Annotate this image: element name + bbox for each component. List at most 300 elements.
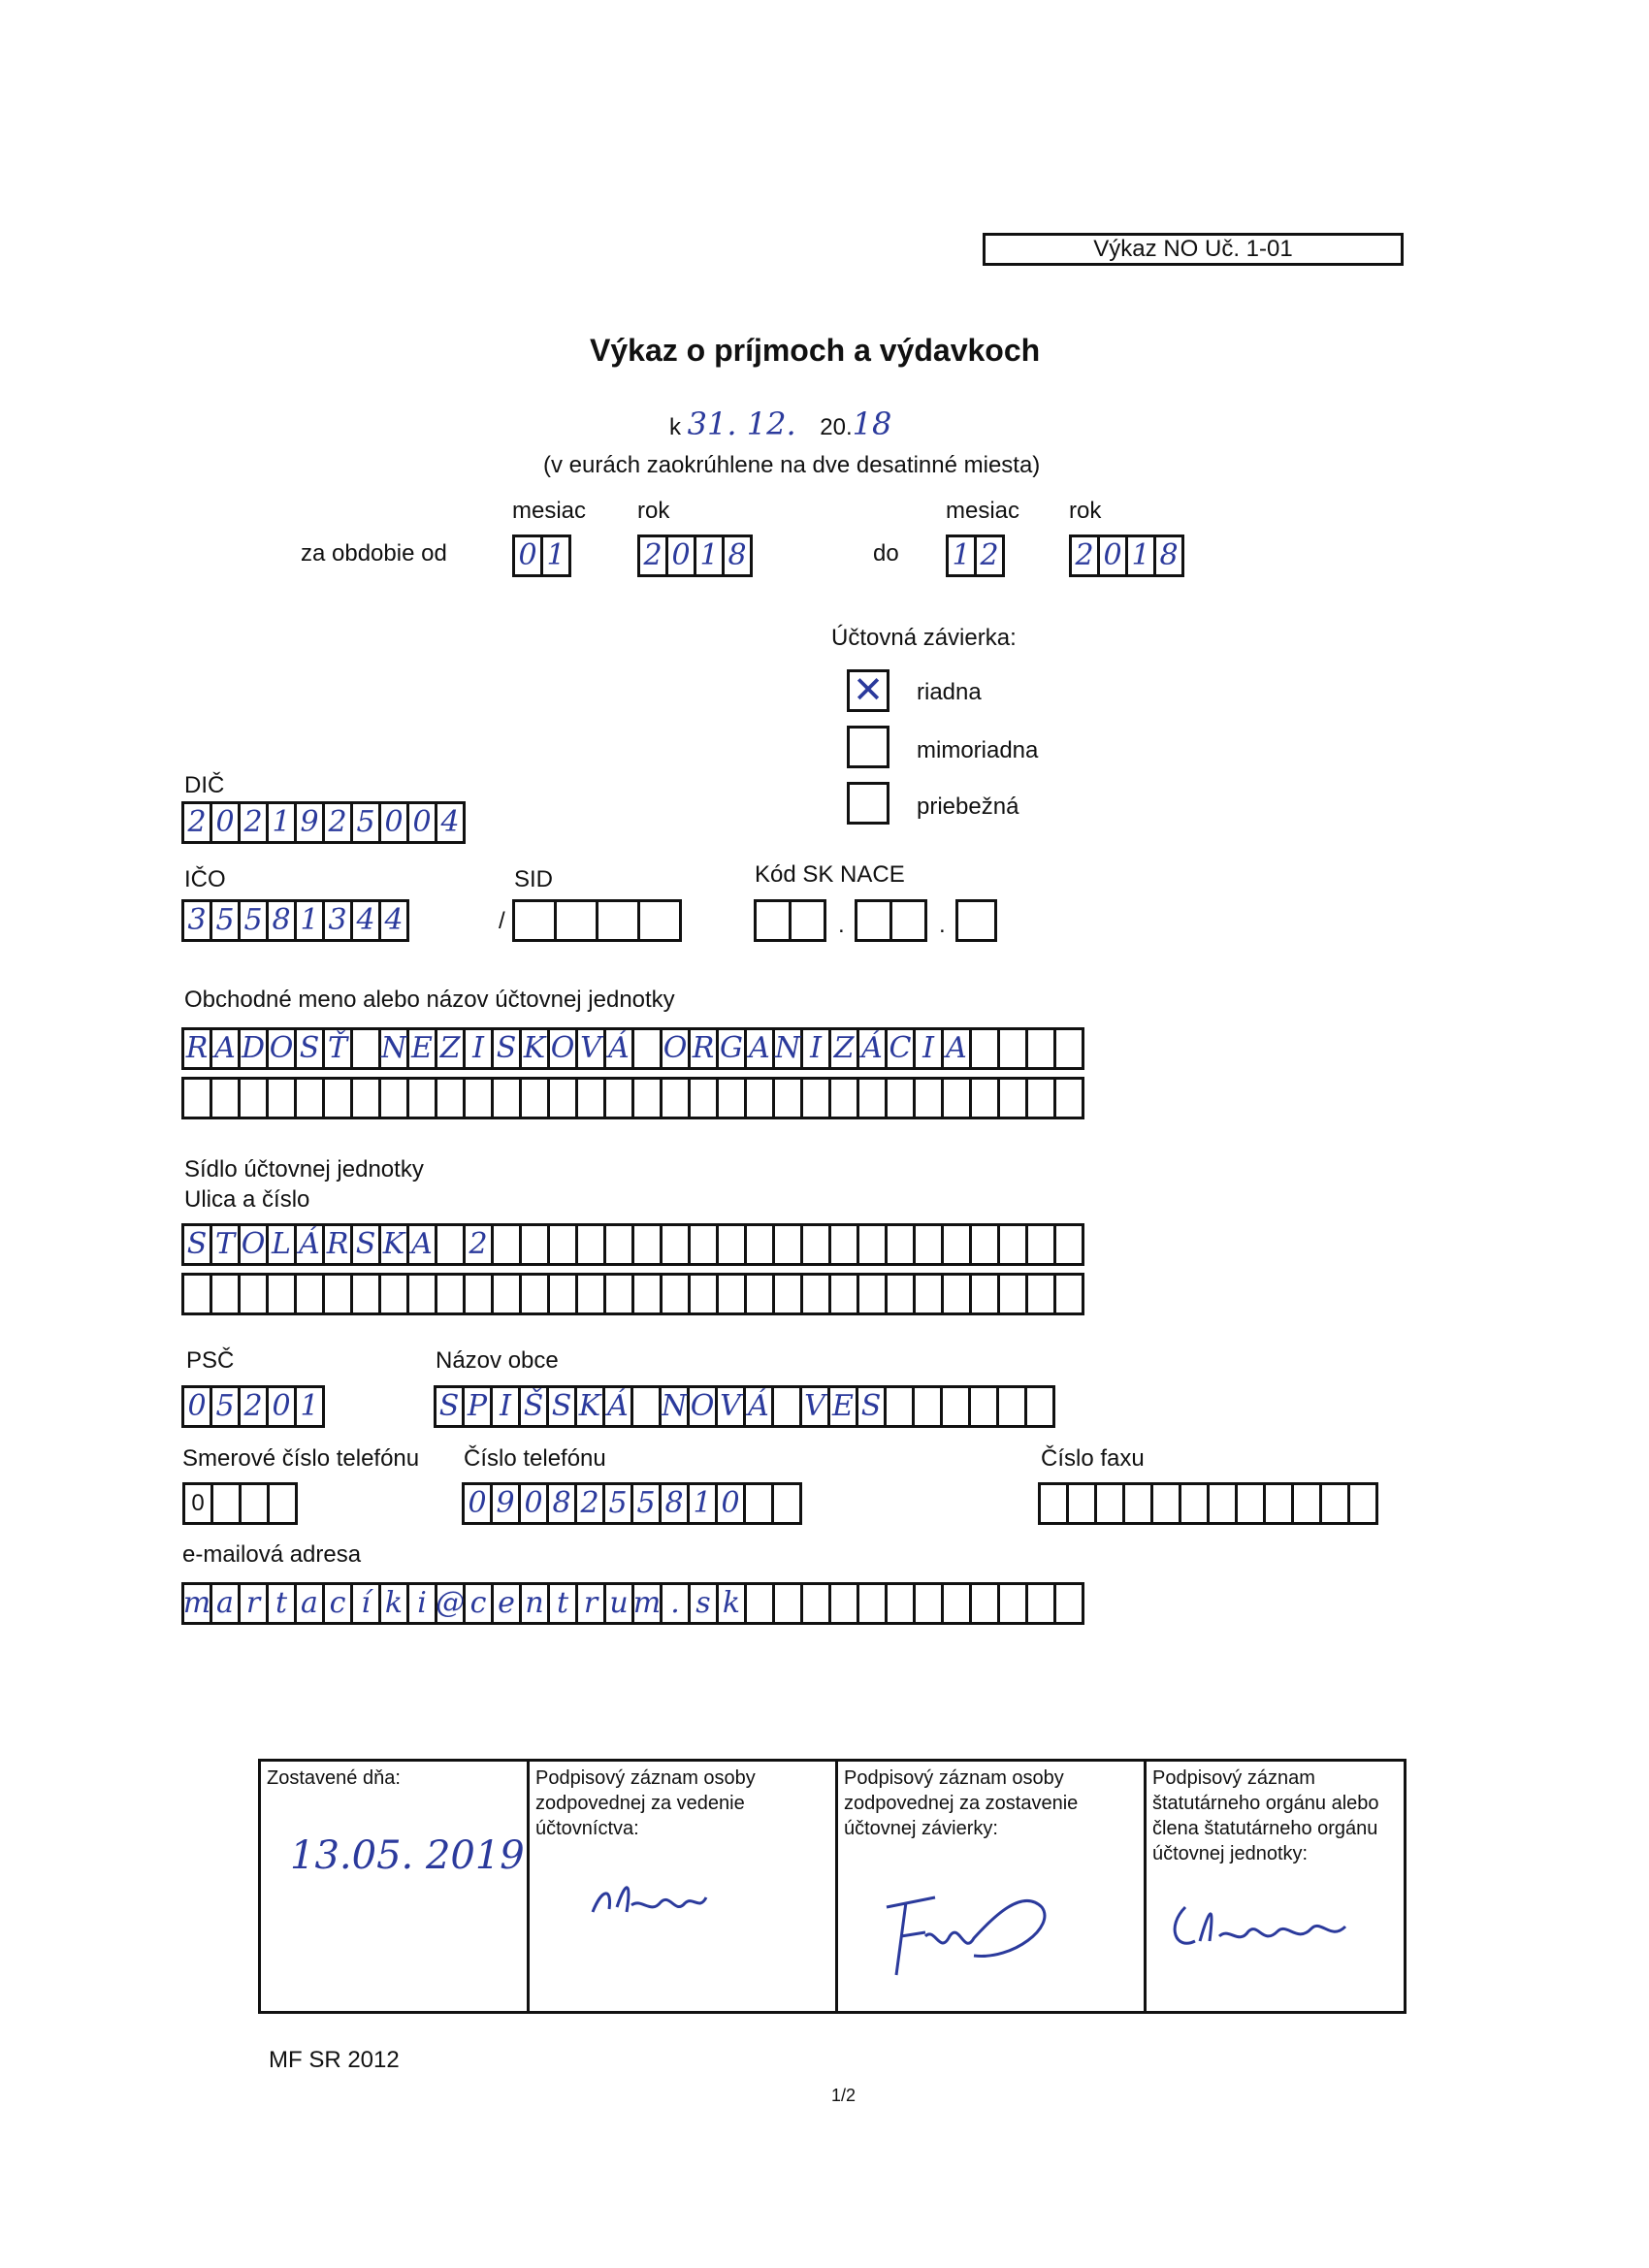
char-cell	[494, 1223, 522, 1266]
char-cell: Á	[859, 1027, 888, 1070]
char-cell: V	[718, 1385, 746, 1428]
char-cell: Ť	[325, 1027, 353, 1070]
signature-accounting-mark	[588, 1868, 733, 1927]
char-cell: 2	[466, 1223, 494, 1266]
char-cell: m	[184, 1582, 212, 1625]
char-cell: .	[663, 1582, 691, 1625]
char-cell: í	[353, 1582, 381, 1625]
name-field-row-2[interactable]	[181, 1077, 1084, 1119]
footer-page: 1/2	[831, 2086, 857, 2105]
char-cell	[381, 1077, 409, 1119]
char-cell	[1000, 1077, 1028, 1119]
char-cell: S	[436, 1385, 465, 1428]
char-cell	[775, 1582, 803, 1625]
footer-issuer: MF SR 2012	[269, 2047, 400, 2073]
char-cell	[1125, 1482, 1153, 1525]
page-title: Výkaz o príjmoch a výdavkoch	[590, 333, 1041, 368]
char-cell: 2	[577, 1482, 605, 1525]
char-cell	[634, 1273, 663, 1315]
char-cell	[831, 1582, 859, 1625]
char-cell	[1041, 1482, 1069, 1525]
char-cell	[971, 1385, 999, 1428]
char-cell	[598, 899, 640, 942]
char-cell	[859, 1223, 888, 1266]
char-cell: r	[578, 1582, 606, 1625]
dic-field[interactable]	[181, 801, 466, 844]
date-prefix: k	[669, 414, 681, 440]
char-cell: a	[212, 1582, 241, 1625]
char-cell: N	[775, 1027, 803, 1070]
from-month-label: mesiac	[512, 498, 587, 524]
char-cell: Á	[297, 1223, 325, 1266]
char-cell	[747, 1273, 775, 1315]
char-cell: O	[690, 1385, 718, 1428]
char-cell	[634, 1223, 663, 1266]
char-cell: i	[409, 1582, 437, 1625]
signature-statutory-label: Podpisový záznam štatutárneho orgánu alebo člena štatutárneho orgánu účtovnej jednotky:	[1152, 1767, 1379, 1864]
char-cell	[269, 1273, 297, 1315]
char-cell: K	[577, 1385, 605, 1428]
char-cell	[241, 1273, 269, 1315]
char-cell	[522, 1273, 550, 1315]
char-cell	[466, 1273, 494, 1315]
char-cell: S	[297, 1027, 325, 1070]
date-day-month: 31. 12.	[687, 405, 796, 442]
nace-dot-1: .	[838, 912, 845, 938]
char-cell: k	[719, 1582, 747, 1625]
char-cell	[1028, 1077, 1056, 1119]
phone-number-label: Číslo telefónu	[464, 1445, 606, 1472]
char-cell	[1069, 1482, 1097, 1525]
char-cell	[242, 1482, 270, 1525]
signature-closing-mark	[867, 1868, 1061, 1985]
char-cell	[1028, 1027, 1056, 1070]
char-cell	[1153, 1482, 1181, 1525]
closing-regular-label: riadna	[917, 679, 982, 705]
signature-statutory-mark	[1166, 1888, 1360, 1956]
char-cell	[857, 899, 892, 942]
from-month-field[interactable]	[512, 535, 571, 577]
char-cell	[972, 1223, 1000, 1266]
char-cell	[944, 1077, 972, 1119]
char-cell	[437, 1223, 466, 1266]
nace-group-3[interactable]	[955, 899, 997, 942]
char-cell: T	[212, 1223, 241, 1266]
char-cell	[1322, 1482, 1350, 1525]
char-cell	[803, 1223, 831, 1266]
from-year-field[interactable]	[637, 535, 753, 577]
char-cell	[184, 1273, 212, 1315]
char-cell	[1266, 1482, 1294, 1525]
char-cell	[522, 1223, 550, 1266]
signature-statutory-cell[interactable]	[1147, 1762, 1404, 2011]
char-cell: E	[409, 1027, 437, 1070]
char-cell	[1000, 1273, 1028, 1315]
char-cell: 0	[185, 1482, 213, 1525]
char-cell	[1056, 1027, 1084, 1070]
char-cell: k	[381, 1582, 409, 1625]
char-cell: A	[409, 1223, 437, 1266]
char-cell	[212, 1077, 241, 1119]
signature-accounting-label: Podpisový záznam osoby zodpovednej za vedenie účtovníctva:	[535, 1767, 756, 1839]
char-cell	[522, 1077, 550, 1119]
char-cell: s	[691, 1582, 719, 1625]
char-cell: 0	[515, 535, 543, 577]
ico-label: IČO	[184, 866, 226, 892]
char-cell: 5	[212, 899, 241, 942]
char-cell	[859, 1582, 888, 1625]
char-cell	[719, 1077, 747, 1119]
char-cell	[213, 1482, 242, 1525]
char-cell: I	[916, 1027, 944, 1070]
char-cell	[916, 1582, 944, 1625]
char-cell	[916, 1223, 944, 1266]
char-cell	[775, 1273, 803, 1315]
city-field[interactable]	[434, 1385, 1055, 1428]
char-cell: Z	[831, 1027, 859, 1070]
char-cell	[774, 1482, 802, 1525]
sid-separator: /	[499, 908, 505, 934]
char-cell	[1000, 1582, 1028, 1625]
street-field-row-1[interactable]	[181, 1223, 1084, 1266]
char-cell	[944, 1582, 972, 1625]
char-cell: 0	[465, 1482, 493, 1525]
char-cell	[325, 1273, 353, 1315]
char-cell	[381, 1273, 409, 1315]
char-cell	[691, 1273, 719, 1315]
char-cell	[958, 899, 997, 942]
char-cell: 0	[1100, 535, 1128, 577]
char-cell	[606, 1273, 634, 1315]
date-year-prefix: 20.	[820, 414, 853, 440]
char-cell: 0	[521, 1482, 549, 1525]
char-cell: a	[297, 1582, 325, 1625]
fax-field[interactable]	[1038, 1482, 1378, 1525]
char-cell	[550, 1077, 578, 1119]
char-cell	[831, 1273, 859, 1315]
to-month-field[interactable]	[946, 535, 1005, 577]
date-compiled-cell[interactable]	[261, 1762, 530, 2011]
char-cell: 8	[549, 1482, 577, 1525]
char-cell: Á	[605, 1385, 633, 1428]
currency-note: (v eurách zaokrúhlene na dve desatinné miesta)	[543, 452, 1041, 478]
char-cell: 2	[977, 535, 1005, 577]
char-cell: 4	[353, 899, 381, 942]
date-compiled-value: 13.05. 2019	[290, 1833, 525, 1878]
char-cell: 5	[212, 1385, 241, 1428]
char-cell	[578, 1077, 606, 1119]
char-cell	[999, 1385, 1027, 1428]
nace-dot-2: .	[939, 912, 946, 938]
char-cell	[972, 1027, 1000, 1070]
char-cell	[1097, 1482, 1125, 1525]
closing-interim-checkbox[interactable]	[847, 782, 889, 825]
char-cell	[550, 1273, 578, 1315]
char-cell	[409, 1273, 437, 1315]
char-cell	[803, 1273, 831, 1315]
char-cell: 0	[212, 801, 241, 844]
char-cell: R	[184, 1027, 212, 1070]
char-cell: 1	[269, 801, 297, 844]
char-cell	[775, 1223, 803, 1266]
char-cell	[916, 1273, 944, 1315]
char-cell	[915, 1385, 943, 1428]
char-cell: R	[325, 1223, 353, 1266]
char-cell: 1	[949, 535, 977, 577]
period-from-label: za obdobie od	[301, 540, 447, 567]
char-cell: V	[578, 1027, 606, 1070]
closing-regular-checkbox[interactable]: ✕	[847, 669, 889, 712]
char-cell	[270, 1482, 298, 1525]
char-cell	[1027, 1385, 1055, 1428]
signature-closing-cell[interactable]	[838, 1762, 1147, 2011]
char-cell: 4	[437, 801, 466, 844]
char-cell	[859, 1077, 888, 1119]
char-cell	[437, 1273, 466, 1315]
char-cell	[557, 899, 598, 942]
seat-label: Sídlo účtovnej jednotky	[184, 1156, 424, 1183]
signature-accounting-cell[interactable]	[530, 1762, 838, 2011]
char-cell	[241, 1077, 269, 1119]
name-label: Obchodné meno alebo názov účtovnej jednotky	[184, 987, 675, 1013]
char-cell	[515, 899, 557, 942]
date-compiled-label: Zostavené dňa:	[267, 1767, 401, 1789]
char-cell: D	[241, 1027, 269, 1070]
char-cell: R	[691, 1027, 719, 1070]
char-cell: 9	[297, 801, 325, 844]
nace-group-1[interactable]	[754, 899, 826, 942]
char-cell	[746, 1482, 774, 1525]
char-cell: t	[269, 1582, 297, 1625]
char-cell	[663, 1077, 691, 1119]
char-cell: 1	[690, 1482, 718, 1525]
char-cell: 2	[325, 801, 353, 844]
char-cell: P	[465, 1385, 493, 1428]
char-cell	[803, 1582, 831, 1625]
char-cell	[719, 1223, 747, 1266]
char-cell: e	[494, 1582, 522, 1625]
char-cell	[578, 1223, 606, 1266]
char-cell	[943, 1385, 971, 1428]
char-cell	[409, 1077, 437, 1119]
char-cell	[663, 1273, 691, 1315]
closing-extraordinary-label: mimoriadna	[917, 737, 1039, 763]
char-cell: 0	[184, 1385, 212, 1428]
char-cell	[972, 1077, 1000, 1119]
char-cell	[972, 1582, 1000, 1625]
from-year-label: rok	[637, 498, 670, 524]
closing-label: Účtovná závierka:	[831, 625, 1017, 651]
char-cell: S	[858, 1385, 887, 1428]
char-cell: 5	[241, 899, 269, 942]
char-cell	[775, 1077, 803, 1119]
char-cell	[269, 1077, 297, 1119]
char-cell: m	[634, 1582, 663, 1625]
dic-label: DIČ	[184, 772, 225, 798]
char-cell	[888, 1077, 916, 1119]
char-cell: 2	[241, 1385, 269, 1428]
char-cell	[859, 1273, 888, 1315]
char-cell	[353, 1077, 381, 1119]
char-cell: 4	[381, 899, 409, 942]
char-cell: 8	[269, 899, 297, 942]
char-cell: N	[381, 1027, 409, 1070]
char-cell	[1028, 1273, 1056, 1315]
city-label: Názov obce	[436, 1347, 559, 1374]
street-label: Ulica a číslo	[184, 1186, 310, 1213]
char-cell: S	[494, 1027, 522, 1070]
char-cell: 1	[543, 535, 571, 577]
char-cell	[663, 1223, 691, 1266]
char-cell: 1	[1128, 535, 1156, 577]
name-field-row-1[interactable]	[181, 1027, 1084, 1070]
signature-table	[258, 1759, 1406, 2014]
char-cell: 2	[640, 535, 668, 577]
nace-label: Kód SK NACE	[755, 861, 905, 888]
email-label: e-mailová adresa	[182, 1541, 362, 1568]
char-cell: 9	[493, 1482, 521, 1525]
psc-label: PSČ	[186, 1347, 235, 1374]
char-cell: 0	[269, 1385, 297, 1428]
psc-field[interactable]	[181, 1385, 325, 1428]
date-line	[669, 405, 891, 442]
char-cell: A	[747, 1027, 775, 1070]
sid-label: SID	[514, 866, 554, 892]
char-cell: I	[466, 1027, 494, 1070]
char-cell	[831, 1223, 859, 1266]
char-cell	[1350, 1482, 1378, 1525]
char-cell	[719, 1273, 747, 1315]
char-cell	[792, 899, 826, 942]
char-cell	[212, 1273, 241, 1315]
char-cell	[606, 1077, 634, 1119]
char-cell	[1210, 1482, 1238, 1525]
sid-field[interactable]	[512, 899, 682, 942]
char-cell: u	[606, 1582, 634, 1625]
char-cell	[691, 1223, 719, 1266]
char-cell: S	[184, 1223, 212, 1266]
char-cell: 0	[409, 801, 437, 844]
char-cell: 8	[725, 535, 753, 577]
char-cell: 1	[297, 1385, 325, 1428]
form-code-box	[983, 233, 1404, 266]
to-month-label: mesiac	[946, 498, 1020, 524]
char-cell	[437, 1077, 466, 1119]
period-to-label: do	[873, 540, 899, 567]
char-cell: 2	[241, 801, 269, 844]
char-cell	[353, 1273, 381, 1315]
char-cell: r	[241, 1582, 269, 1625]
char-cell	[1294, 1482, 1322, 1525]
char-cell: 3	[325, 899, 353, 942]
char-cell: 2	[184, 801, 212, 844]
char-cell	[1238, 1482, 1266, 1525]
char-cell: A	[212, 1027, 241, 1070]
char-cell: O	[663, 1027, 691, 1070]
char-cell	[888, 1273, 916, 1315]
char-cell	[634, 1027, 663, 1070]
char-cell	[297, 1273, 325, 1315]
char-cell: 5	[605, 1482, 633, 1525]
char-cell: E	[830, 1385, 858, 1428]
char-cell	[184, 1077, 212, 1119]
phone-number-field[interactable]	[462, 1482, 802, 1525]
char-cell: 0	[718, 1482, 746, 1525]
char-cell	[494, 1077, 522, 1119]
char-cell: C	[888, 1027, 916, 1070]
char-cell	[944, 1273, 972, 1315]
char-cell	[1181, 1482, 1210, 1525]
char-cell	[640, 899, 682, 942]
char-cell	[466, 1077, 494, 1119]
char-cell	[325, 1077, 353, 1119]
char-cell: 8	[662, 1482, 690, 1525]
char-cell: 3	[184, 899, 212, 942]
char-cell	[831, 1077, 859, 1119]
char-cell	[634, 1077, 663, 1119]
char-cell	[803, 1077, 831, 1119]
char-cell	[1056, 1582, 1084, 1625]
char-cell	[1056, 1077, 1084, 1119]
char-cell	[606, 1223, 634, 1266]
ico-field[interactable]	[181, 899, 409, 942]
char-cell: S	[549, 1385, 577, 1428]
char-cell: N	[662, 1385, 690, 1428]
char-cell: K	[381, 1223, 409, 1266]
char-cell	[916, 1077, 944, 1119]
char-cell: 8	[1156, 535, 1184, 577]
char-cell	[1000, 1027, 1028, 1070]
email-field[interactable]	[181, 1582, 1084, 1625]
closing-interim-label: priebežná	[917, 794, 1019, 820]
closing-extraordinary-checkbox[interactable]	[847, 726, 889, 768]
char-cell	[747, 1223, 775, 1266]
char-cell: Á	[746, 1385, 774, 1428]
char-cell	[888, 1223, 916, 1266]
char-cell: n	[522, 1582, 550, 1625]
char-cell	[1028, 1582, 1056, 1625]
char-cell: 0	[381, 801, 409, 844]
char-cell: L	[269, 1223, 297, 1266]
char-cell: t	[550, 1582, 578, 1625]
char-cell	[887, 1385, 915, 1428]
phone-area-field[interactable]	[182, 1482, 298, 1525]
char-cell: I	[803, 1027, 831, 1070]
char-cell: G	[719, 1027, 747, 1070]
char-cell: O	[241, 1223, 269, 1266]
char-cell: c	[325, 1582, 353, 1625]
char-cell	[691, 1077, 719, 1119]
char-cell: Z	[437, 1027, 466, 1070]
street-field-row-2[interactable]	[181, 1273, 1084, 1315]
char-cell: 1	[297, 899, 325, 942]
char-cell: I	[493, 1385, 521, 1428]
form-code: Výkaz NO Uč. 1-01	[1093, 236, 1293, 262]
char-cell	[747, 1582, 775, 1625]
char-cell	[774, 1385, 802, 1428]
phone-area-label: Smerové číslo telefónu	[182, 1445, 420, 1472]
char-cell: O	[269, 1027, 297, 1070]
char-cell	[1056, 1273, 1084, 1315]
char-cell: 1	[696, 535, 725, 577]
char-cell	[297, 1077, 325, 1119]
char-cell	[578, 1273, 606, 1315]
char-cell	[757, 899, 792, 942]
nace-group-2[interactable]	[855, 899, 927, 942]
to-year-field[interactable]	[1069, 535, 1184, 577]
char-cell: V	[802, 1385, 830, 1428]
char-cell	[633, 1385, 662, 1428]
